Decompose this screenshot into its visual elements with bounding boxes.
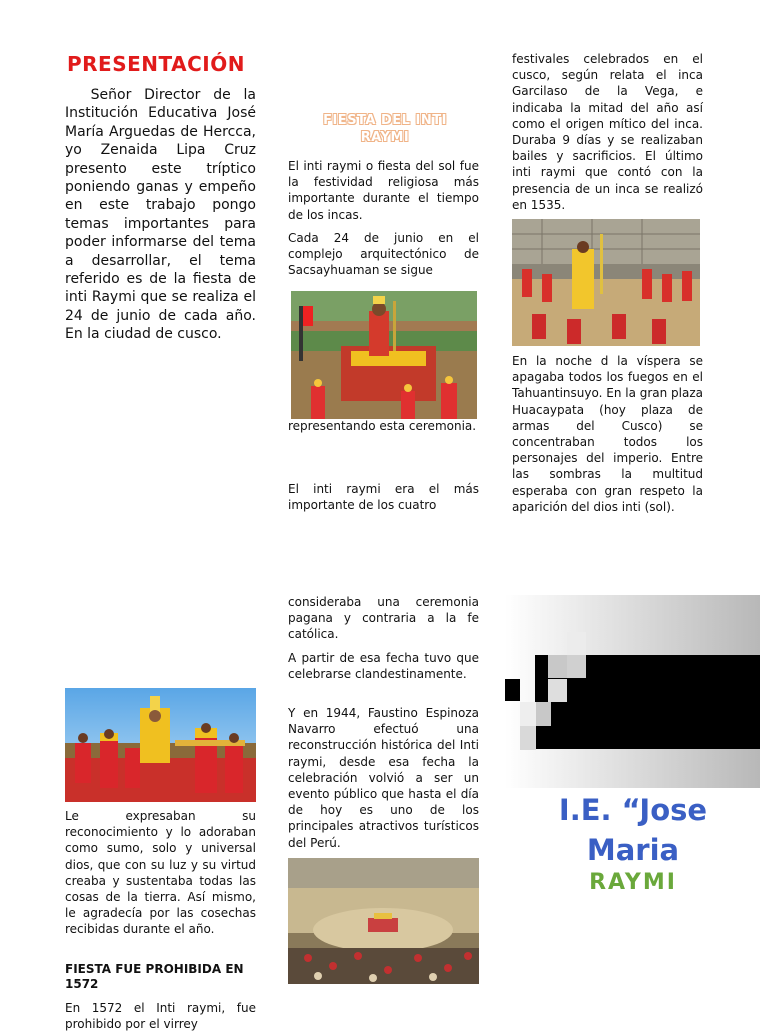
col2-paragraph-7: Y en 1944, Faustino Espinoza Navarro efectuó una reconstrucción histórica del Inti raymi, desde esa fecha la celebración volvió a ser un evento público que hasta el día de hoy es uno de los principales atractivos turísticos del Perú.: [288, 706, 479, 850]
reconocimiento-text: Le expresaban su reconocimiento y lo adoraban como sumo, solo y universal dios, que con su luz y su virtud creaba y sustentaba todas las cosas de la tierra. Así mismo, le agradecía por las cosechas recibidas durante el año.: [65, 809, 256, 937]
sacsayhuaman-crowd-photo: [288, 858, 479, 984]
col2-paragraph-6: A partir de esa fecha tuvo que celebrarse clandestinamente.: [288, 651, 479, 682]
col2-paragraph-2: Cada 24 de junio en el complejo arquitectónico de Sacsayhuaman se sigue: [288, 231, 479, 278]
cover-title: I.E. “Jose Maria: [558, 793, 708, 867]
col3-paragraph-1: festivales celebrados en el cusco, según relata el inca Garcilaso de la Vega, e indicaba la mitad del año así como el origen mítico del inca. Duraba 9 días y se realizaban bailes y sacrificios. El último inti raymi que contó con la presencia de un inca se realizó en 1535.: [512, 52, 703, 212]
prohibida-text: En 1572 el Inti raymi, fue prohibido por el virrey: [65, 1001, 256, 1032]
decorative-block-pattern: [505, 595, 760, 788]
cover-subtitle: RAYMI: [589, 870, 677, 892]
inti-raymi-dancers-photo: [65, 688, 256, 802]
col3-paragraph-2: En la noche d la víspera se apagaba todos los fuegos en el Tahuantinsuyo. En la gran plaza Huacaypata (hoy plaza de armas del Cusco) se concentraban todos los personajes del imperio. Entre las sombras la multitud esperaba con gran respeto la aparición del dios inti (sol).: [512, 354, 704, 514]
presentacion-text: Señor Director de la Institución Educativa José María Arguedas de Hercca, yo Zenaida Lipa Cruz presento este tríptico poniendo ganas y empeño en este trabajo pongo temas importantes para poder informarse del tema a desarrollar, el tema referido es de la fiesta de inti Raymi que se realiza el 24 de junio de cada año. En la ciudad de cusco.: [65, 87, 261, 343]
fiesta-inti-raymi-heading: FIESTA DEL INTI RAYMI: [323, 113, 447, 145]
inca-procession-photo: [512, 219, 700, 346]
col2-paragraph-3: representando esta ceremonia.: [288, 419, 477, 433]
col2-paragraph-5: consideraba una ceremonia pagana y contraria a la fe católica.: [288, 595, 479, 642]
inca-throne-photo: [291, 291, 477, 419]
prohibida-heading: FIESTA FUE PROHIBIDA EN 1572: [65, 962, 244, 991]
presentacion-heading: PRESENTACIÓN: [67, 52, 245, 76]
col2-paragraph-4: El inti raymi era el más importante de los cuatro: [288, 482, 479, 513]
col2-paragraph-1: El inti raymi o fiesta del sol fue la festividad religiosa más importante durante el tiempo de los incas.: [288, 159, 479, 222]
